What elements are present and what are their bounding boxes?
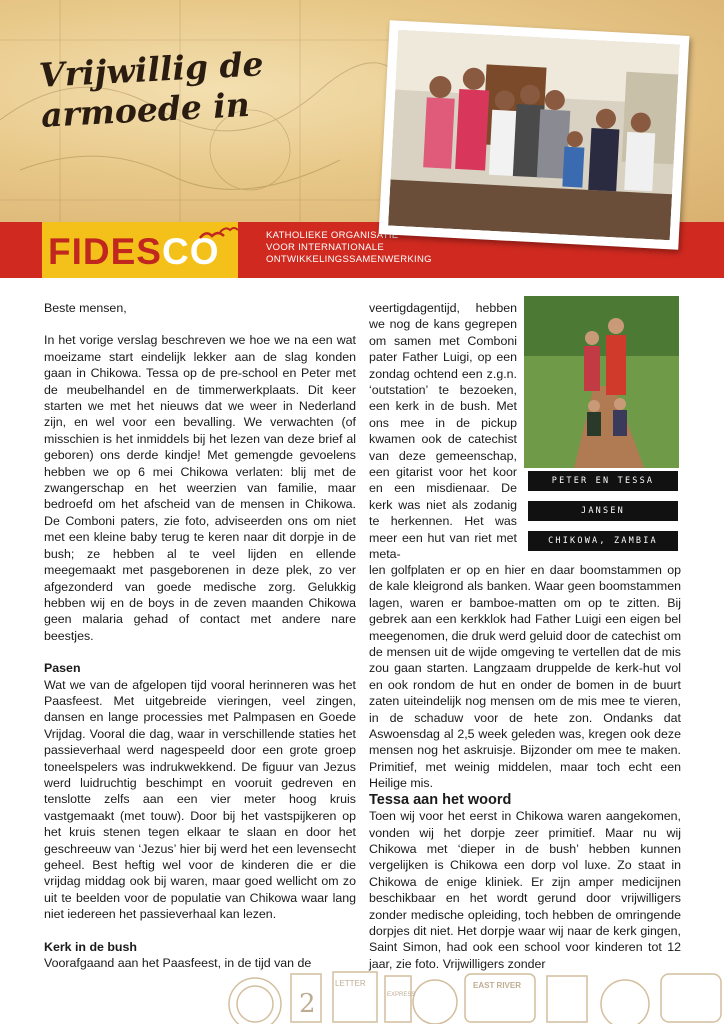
kerk-paragraph-continued: veertigdagentijd, hebben we nog de kans gegrepen om samen met Comboni pater Father Luigi, op een zondag ochtend een z.g.n. ‘outstation’ te bezoeken, een kerk in de bush. Met ons mee in de pickup kwamen ook de catechist van deze gemeenschap, een gitarist voor het koor en een misdienaar. De kerk was niet als zodanig te herkennen. Het was meer een hut van riet met meta-: [369, 301, 517, 562]
page-title: Vrijwillig de armoede in: [38, 44, 265, 135]
org-line: ONTWIKKELINGSSAMENWERKING: [266, 254, 432, 265]
org-line: KATHOLIEKE ORGANISATIE: [266, 230, 399, 241]
kerk-paragraph-rest: len golfplaten er op en hier en daar boomstammen op de kale kleigrond als banken. Waar geen boomstammen lagen, waren er bamboe-matten om op te zitten. Bij gebrek aan een kerkklok had Father Luigi een eigen bel meegenomen, die druk werd geluid door de catechist om de mensen uit de wijde omgeving te vertellen dat de mis zou gaan starten. Langzaam druppelde de kerk-hut vol en ook rondom de hut en onder de bomen in de buurt zaten uiteindelijk nog mensen om de mis mee te vieren, in de schaduw voor de hete zon. Ondanks dat Aswoensdag al 2,5 week geleden was, kregen ook deze mensen nog het askruisje. Bijzonder om mee te maken. Primitief, met weinig middelen, maar toch echt een Heilige mis.: [369, 563, 682, 791]
article-column-right-top: [369, 300, 517, 563]
logo-text-co: CO: [161, 231, 220, 272]
article-column-left: [44, 300, 356, 971]
photo-caption-line3: CHIKOWA, ZAMBIA: [528, 531, 678, 551]
section-heading-kerk: Kerk in de bush: [44, 939, 137, 954]
greeting: Beste mensen,: [44, 301, 127, 315]
birds-icon: [196, 224, 240, 248]
kerk-paragraph-start: Voorafgaand aan het Paasfeest, in de tijd van de: [44, 956, 312, 971]
stamp-number: 2: [299, 989, 316, 1019]
intro-paragraph: In het vorige verslag beschreven we hoe we na een wat moeizame start eindelijk lekker aan de slag konden gaan in Chikowa. Tessa op de pre-school en Peter met de meubelhandel en de timmerwerkplaats. Dit keer starten we met het nieuws dat we weer in Nederland zijn, en wel voor een bevalling. We verwachten (of misschien is het inmiddels bij het lezen van deze brief al geboren) ons derde kindje! Met gemengde gevoelens hebben we op 6 mei Chikowa verlaten: blij met de zwangerschap en het weerzien van familie, maar bedroefd om het afscheid van de mensen in Chikowa. De Comboni paters, zie foto, adviseerden ons om niet met een kleine baby terug te keren naar dit dorpje in de bush; ze hebben al te veel lijden en ellende meegemaakt met pasgeborenen in deze plek, zo ver afgezonderd van goede medische zorg. Gelukkig hebben wij en de boys in de zeven maanden Chikowa geen malaria gehad of contact met andere nare beestjes.: [44, 333, 356, 643]
family-photo-image-icon: [524, 296, 679, 468]
photo-caption-line1: PETER EN TESSA: [528, 471, 678, 491]
tessa-paragraph: Toen wij voor het eerst in Chikowa waren aangekomen, vonden wij het dorpje zeer primitief. Maar nu wij Chikowa met ‘dieper in de bush’ hebben kunnen vergelijken is Chikowa een dorp vol luxe. Zo staat in Chikowa de enige kliniek. Er zijn amper medicijnen beschikbaar en het wordt gerund door vrijwilligers zonder medische opleiding, toch hebben de omringende dorpjes dit niet. Het dorpje waar wij naar de kerk gingen, Saint Simon, had ook een school voor kinderen tot 12 jaar, zie foto. Vrijwilligers zonder: [369, 809, 681, 971]
postage-stamps-icon: [225, 966, 724, 1024]
stamp-word-east-river: EAST RIVER: [473, 981, 522, 990]
family-photo: [524, 296, 679, 468]
group-photo-image-icon: [388, 30, 680, 240]
group-photo: [379, 20, 690, 249]
section-heading-tessa: Tessa aan het woord: [369, 791, 512, 808]
org-line: VOOR INTERNATIONALE: [266, 242, 384, 253]
article-column-right: [369, 562, 681, 972]
section-heading-pasen: Pasen: [44, 661, 81, 676]
pasen-paragraph: Wat we van de afgelopen tijd vooral herinneren was het Paasfeest. Met uitgebreide vieringen, veel zingen, dansen en lange processies met Palmpasen en Goede Vrijdag. Vooral die dag, waar in verschillende staties het passieverhaal werd nagespeeld door een grote groep toneelspelers was indrukwekkend. De figuur van Jezus werd luidruchtig beschimpt en vooruit gedreven en tenslotte zelfs aan een vier meter hoog kruis vastgemaakt (met touw). Door bij het vastspijkeren op het kruis stenen tegen elkaar te slaan en door het geschreeuw van ‘Jezus’ hier bij werd het een levensecht geheel. Best heftig wel voor de kinderen die er die vrijdag middag ook bij waren, maar goed wellicht om zo uit te beelden voor de populatie van Chikowa waar lang niet iedereen het passieverhaal kan lezen.: [44, 677, 356, 922]
stamp-word-letter: LETTER: [335, 979, 366, 988]
photo-caption-line2: JANSEN: [528, 501, 678, 521]
stamps-decoration: [225, 966, 724, 1024]
stamp-word-express: EXPRESS: [387, 992, 416, 998]
logo-text-fides: FIDES: [48, 231, 162, 272]
